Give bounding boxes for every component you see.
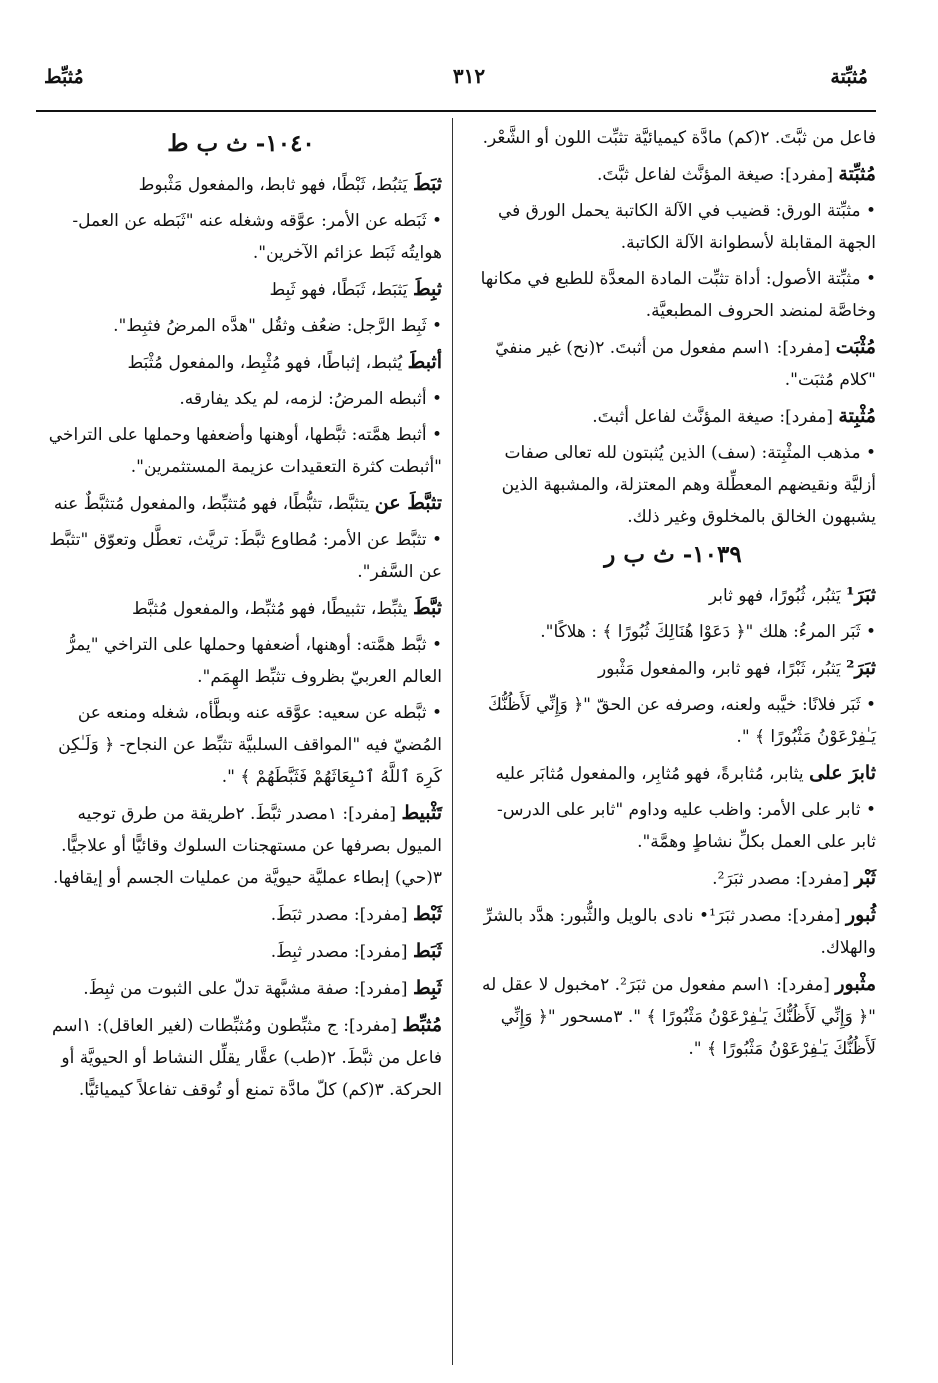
entry-definition: [مفرد]: ١اسم مفعول من أثبتَ. ٢(نح) غير منفيّ "كلام مُثبَت".	[495, 338, 876, 390]
header-guide-word-left: مُثبِّط	[44, 66, 84, 88]
entry-text: • أثبط همَّته: ثبَّطها، أوهنها وأضعفها وحملها على التراخي "أثبطت كثرة التعقيدات عزيمة المستثمرين".	[48, 425, 442, 477]
headword: ثَبْط	[412, 903, 442, 925]
entry-definition: يَثبُر، ثُبُورًا، فهو ثابر	[708, 586, 847, 606]
entry-text: • تثبَّط عن الأمر: مُطاوع ثبَّطَ: تريَّث، تعطَّل وتعوّق "تثبَّط عن السَّفر".	[49, 530, 442, 582]
dictionary-entry	[40, 797, 442, 894]
dictionary-entry	[470, 652, 876, 685]
headword: مُثْبِتة	[838, 405, 876, 427]
headword: تثبَّطَ عن	[374, 492, 442, 514]
entry-definition: يَثبُر، ثَبْرًا، فهو ثابر، والمفعول مَثْبور	[597, 659, 847, 679]
headword: ثبَرَ¹	[846, 584, 876, 606]
section-heading: ١٠٤٠- ث ب ط	[167, 130, 315, 157]
entry-definition: يَثبَط، ثَبَطًا، فهو ثَبِط	[269, 280, 413, 300]
entry-definition: [مفرد]: صيغة المؤنَّث لفاعل ثبَّتَ.	[597, 165, 839, 185]
headword: ثُبور	[845, 904, 876, 926]
entry-definition: [مفرد]: ١اسم مفعول من ثبَرَ². ٢مخبول لا عقل له "﴿ وَإِنِّي لَأَظُنُّكَ يَـٰفِرْعَوْنُ مَثْبُورًا ﴾ ". ٣مسحور "﴿ وَإِنِّي لَأَظُنُّكَ يَـٰفِرْعَوْنُ مَثْبُورًا ﴾ ".	[481, 975, 876, 1059]
dictionary-entry	[470, 331, 876, 396]
dictionary-entry	[470, 968, 876, 1065]
dictionary-entry	[40, 273, 442, 306]
entry-definition: [مفرد]: مصدر ثبَرَ¹• نادى بالويل والثُّبور: هدَّد بالشرِّ والهلاك.	[483, 906, 876, 958]
entry-definition: [مفرد]: صيغة المؤنَّث لفاعل أثبتَ.	[592, 407, 839, 427]
dictionary-entry	[470, 400, 876, 433]
dictionary-entry	[470, 757, 876, 790]
entry-definition: [مفرد]: ١مصدر ثبَّطَ. ٢طريقة من طرق توجيه الميول بصرفها عن مستهجنات السلوك وقائيًّا أو علاجيًّا. ٣(حي) إبطاء عمليَّة حيويَّة من عمليات الجسم أو إيقافها.	[52, 804, 442, 888]
entry-text: • ثبَّطه عن سعيه: عوَّقه عنه وبطَّأه، شغله ومنعه عن المُضيّ فيه "المواقف السلبيَّة تثبِّط عن النجاح- ﴿ وَلَـٰكِن كَرِهَ ٱللَّهُ ٱنۢبِعَاثَهُمْ فَثَبَّطَهُمْ ﴾ ".	[58, 703, 442, 787]
column-divider	[452, 118, 453, 1365]
dictionary-entry	[470, 158, 876, 191]
headword: ثَبْر	[854, 867, 876, 889]
headword: ثابرَ على	[809, 762, 876, 784]
entry-text: • مذهب المثْبِتة: (سف) الذين يُثبتون لله تعالى صفات أزليَّة ونقيضهم المعطِّلة وهم المعتزلة، والمشبهة الذين يشبهون الخالق بالمخلوق وغير ذلك.	[501, 443, 876, 527]
entry-definition: [مفرد]: مصدر ثبَرَ².	[712, 869, 855, 889]
headword: تَثْبيط	[401, 802, 442, 824]
headword: ثبَّطَ	[412, 597, 442, 619]
dictionary-entry	[40, 1009, 442, 1106]
left-column	[40, 122, 442, 1110]
right-column	[470, 122, 876, 1069]
entry-definition: يَثبُط، ثَبْطًا، فهو ثابط، والمفعول مَثْبوط	[138, 175, 413, 195]
headword: أثبطَ	[407, 351, 442, 373]
headword: مثْبور	[835, 973, 876, 995]
entry-text: • ثبَّط همَّته: أوهنها، أضعفها وحملها على التراخي "يمرُّ العالم العربيّ بظروف تثبِّط الهِمَم".	[66, 635, 442, 687]
entry-text: • ثابر على الأمر: واظب عليه وداوم "ثابر على الدرس- ثابر على العمل بكلِّ نشاطٍ وهمَّة".	[497, 800, 876, 852]
entry-text: فاعل من ثبَّتَ. ٢(كم) مادَّة كيميائيَّة تثبِّت اللون أو الشَّعْر.	[482, 128, 876, 148]
page-number: ٣١٢	[452, 64, 486, 88]
dictionary-entry	[40, 935, 442, 968]
headword: ثَبَط	[412, 940, 442, 962]
dictionary-entry	[40, 972, 442, 1005]
entry-definition: [مفرد]: صفة مشبَّهة تدلّ على الثبوت من ثبِطَ.	[83, 979, 413, 999]
headword: مُثبِّتة	[838, 163, 876, 185]
headword: ثَبِط	[412, 977, 442, 999]
entry-definition: [مفرد]: مصدر ثبِطَ.	[270, 942, 413, 962]
header-rule	[36, 110, 876, 112]
headword: ثبِطَ	[412, 278, 442, 300]
dictionary-entry	[40, 168, 442, 201]
section-heading: ١٠٣٩- ث ب ر	[604, 541, 742, 568]
dictionary-entry	[40, 898, 442, 931]
headword: مُثْبَت	[835, 336, 876, 358]
dictionary-entry	[40, 487, 442, 520]
entry-definition: [مفرد]: ج مثبِّطون ومُثبِّطات (لغير العاقل): ١اسم فاعل من ثبَّطَ. ٢(طب) عقَّار يقلِّل النشاط أو الحيويَّة أو الحركة. ٣(كم) كلّ مادَّة تمنع أو تُوقف تفاعلاً كيميائيًّا.	[51, 1016, 442, 1100]
headword: ثبَطَ	[412, 173, 442, 195]
entry-text: • أثبطه المرضُ: لزمه، لم يكد يفارقه.	[179, 389, 442, 409]
entry-text: • ثَبَطه عن الأمر: عوَّقه وشغله عنه "ثَبَطه عن العمل- هوايتُه ثَبَط عزائم الآخرين".	[72, 211, 442, 263]
entry-definition: يثابر، مُثابرةً، فهو مُثابِر، والمفعول مُثابَر عليه	[495, 764, 810, 784]
dictionary-entry	[470, 579, 876, 612]
entry-definition: يتثبَّط، تثبُّطًا، فهو مُتثبِّط، والمفعول مُتثبَّطٌ عنه	[53, 494, 375, 514]
headword: ثبَرَ²	[846, 657, 876, 679]
headword: مُثبِّط	[402, 1014, 442, 1036]
entry-text: • ثَبَر فلانًا: خيَّبه ولعنه، وصرفه عن الحقّ "﴿ وَإِنِّي لَأَظُنُّكَ يَـٰفِرْعَوْنُ مَثْبُورًا ﴾ ".	[487, 695, 876, 747]
dictionary-entry	[470, 899, 876, 964]
dictionary-entry	[40, 592, 442, 625]
entry-definition: يُثبط، إثباطًا، فهو مُثْبِط، والمفعول مُثْبَط	[127, 353, 408, 373]
entry-definition: [مفرد]: مصدر ثبَطَ.	[270, 905, 413, 925]
header-guide-word-right: مُثبِّتة	[830, 66, 868, 88]
entry-text: • مثبِّتة الورق: قضيب في الآلة الكاتبة يحمل الورق في الجهة المقابلة لأسطوانة الآلة الكاتبة.	[497, 201, 876, 253]
entry-text: • ثَبِط الرَّجل: ضعُف وثقُل "هدَّه المرضُ فثبِط".	[113, 316, 442, 336]
entry-text: • ثَبَر المرءُ: هلك "﴿ دَعَوْا هُنَالِكَ ثُبُورًا ﴾ : هلاكًا".	[540, 622, 876, 642]
entry-text: • مثبِّتة الأصول: أداة تثبِّت المادة المعدَّة للطبع في مكانها وخاصَّة لمنضد الحروف المطبعيَّة.	[480, 269, 876, 321]
entry-definition: يثبِّط، تثبيطًا، فهو مُثبِّط، والمفعول مُثبَّط	[132, 599, 413, 619]
dictionary-entry	[40, 346, 442, 379]
dictionary-entry	[470, 862, 876, 895]
